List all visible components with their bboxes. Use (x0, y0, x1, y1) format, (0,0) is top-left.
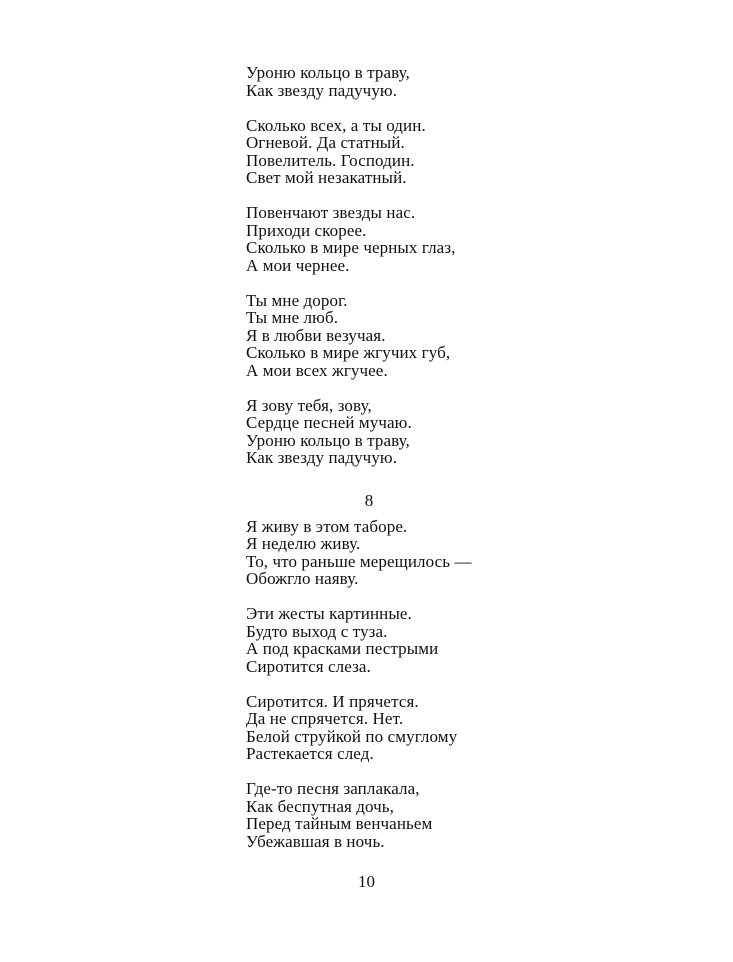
poem-line: Убежавшая в ночь. (246, 831, 385, 851)
poem-line: Повелитель. Господин. (246, 150, 415, 170)
poem-line: Уроню кольцо в траву, (246, 63, 410, 82)
poem-line: Приходи скорее. (246, 220, 367, 240)
stanza (246, 518, 492, 588)
poem-line: А мои всех жгучее. (246, 360, 388, 380)
poem-line: Растекается след. (246, 744, 374, 763)
poem-line: Сиротится слеза. (246, 656, 371, 676)
poem-line: Свет мой незакатный. (246, 168, 407, 187)
poem-line: Эти жесты картинные. (246, 604, 412, 623)
poem-line: Я неделю живу. (246, 534, 361, 553)
poem-line: Я живу в этом таборе. (246, 516, 408, 536)
poem-line: А мои чернее. (246, 255, 350, 275)
poem-line: Ты мне дорог. (246, 290, 348, 310)
poem-line: То, что раньше мерещилось — (246, 551, 472, 571)
poem-line: Ты мне люб. (246, 308, 339, 327)
page-number: 10 (358, 872, 375, 891)
poem-line: Я зову тебя, зову, (246, 395, 372, 415)
stanza (246, 292, 456, 380)
poem-line: Белой струйкой по смуглому (246, 726, 458, 746)
poem-part-8 (246, 492, 492, 868)
section-number: 8 (364, 491, 374, 510)
poem-line: Сколько в мире жгучих губ, (246, 343, 451, 362)
poem-line: Как звезду падучую. (246, 448, 398, 467)
poem-line: Будто выход с туза. (246, 621, 388, 641)
poem-line: Обожгло наяву. (246, 569, 359, 588)
stanza (246, 605, 492, 675)
stanza (246, 397, 456, 467)
poem-line: Да не спрячется. Нет. (246, 709, 404, 728)
poem-line: Сердце песней мучаю. (246, 413, 412, 432)
poem-line: Огневой. Да статный. (246, 133, 405, 152)
stanza (246, 117, 456, 187)
poem-line: Как звезду падучую. (246, 80, 398, 100)
poem-line: Перед тайным венчаньем (246, 814, 433, 833)
poem-line: Повенчают звезды нас. (246, 203, 416, 222)
stanza (246, 64, 456, 99)
poem-part-previous (246, 64, 456, 484)
poem-line: Где-то песня заплакала, (246, 779, 420, 798)
poem-line: Сколько в мире черных глаз, (246, 238, 456, 257)
poem-line: Как беспутная дочь, (246, 796, 395, 816)
poem-line: Уроню кольцо в траву, (246, 430, 410, 450)
stanza (246, 693, 492, 763)
stanza (246, 780, 492, 850)
poem-line: Сколько всех, а ты один. (246, 115, 426, 135)
poem-line: Я в любви везучая. (246, 325, 386, 345)
stanza (246, 204, 456, 274)
poem-line: А под красками пестрыми (246, 639, 439, 658)
poem-line: Сиротится. И прячется. (246, 691, 419, 711)
